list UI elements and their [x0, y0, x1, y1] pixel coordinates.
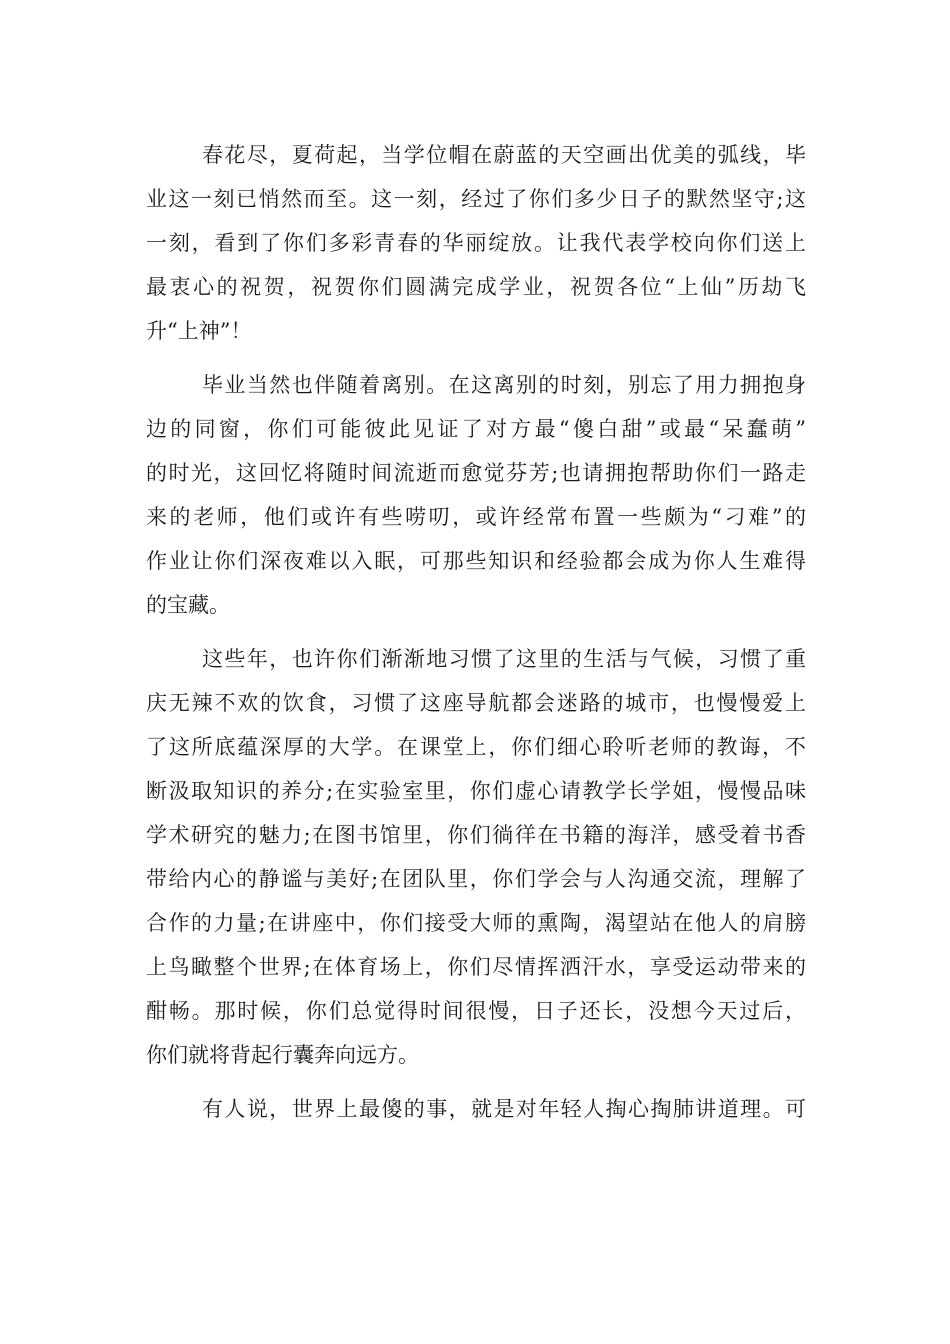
text-line: 升“上神”！: [146, 319, 252, 343]
paragraph-3: [146, 637, 806, 1077]
paragraph-gap: [146, 627, 806, 637]
text-line: 这些年，也许你们渐渐地习惯了这里的生活与气候，习惯了重: [202, 647, 806, 671]
text-line: 酣畅。那时候，你们总觉得时间很慢，日子还长，没想今天过后，: [146, 999, 806, 1023]
text-line: 春花尽，夏荷起，当学位帽在蔚蓝的天空画出优美的弧线，毕: [202, 143, 806, 167]
text-line: 毕业当然也伴随着离别。在这离别的时刻，别忘了用力拥抱身: [202, 373, 806, 397]
paragraph-gap: [146, 1077, 806, 1087]
text-line: 断汲取知识的养分;在实验室里，你们虚心请教学长学姐，慢慢品味: [146, 779, 806, 803]
text-line: 最衷心的祝贺，祝贺你们圆满完成学业，祝贺各位“上仙”历劫飞: [146, 275, 806, 299]
text-line: 上鸟瞰整个世界;在体育场上，你们尽情挥洒汗水，享受运动带来的: [146, 955, 806, 979]
text-line: 庆无辣不欢的饮食，习惯了这座导航都会迷路的城市，也慢慢爱上: [146, 691, 806, 715]
text-line: 学术研究的魅力;在图书馆里，你们徜徉在书籍的海洋，感受着书香: [146, 823, 806, 847]
paragraph-4: [146, 1087, 806, 1131]
paragraph-gap: [146, 353, 806, 363]
text-line: 的宝藏。: [146, 593, 230, 617]
text-line: 业这一刻已悄然而至。这一刻，经过了你们多少日子的默然坚守;这: [146, 187, 806, 211]
paragraph-1: [146, 133, 806, 353]
text-line: 带给内心的静谧与美好;在团队里，你们学会与人沟通交流，理解了: [146, 867, 806, 891]
text-line: 一刻，看到了你们多彩青春的华丽绽放。让我代表学校向你们送上: [146, 231, 806, 255]
text-line: 来的老师，他们或许有些唠叨，或许经常布置一些颇为“刁难”的: [146, 505, 806, 529]
document-body: [146, 133, 806, 1131]
text-line: 你们就将背起行囊奔向远方。: [146, 1043, 419, 1067]
text-line: 了这所底蕴深厚的大学。在课堂上，你们细心聆听老师的教诲，不: [146, 735, 806, 759]
text-line: 作业让你们深夜难以入眠，可那些知识和经验都会成为你人生难得: [146, 549, 806, 573]
paragraph-2: [146, 363, 806, 627]
text-line: 合作的力量;在讲座中，你们接受大师的熏陶，渴望站在他人的肩膀: [146, 911, 806, 935]
text-line: 边的同窗，你们可能彼此见证了对方最“傻白甜”或最“呆蠢萌”: [146, 417, 806, 441]
text-line: 有人说，世界上最傻的事，就是对年轻人掏心掏肺讲道理。可: [202, 1097, 806, 1121]
text-line: 的时光，这回忆将随时间流逝而愈觉芬芳;也请拥抱帮助你们一路走: [146, 461, 806, 485]
